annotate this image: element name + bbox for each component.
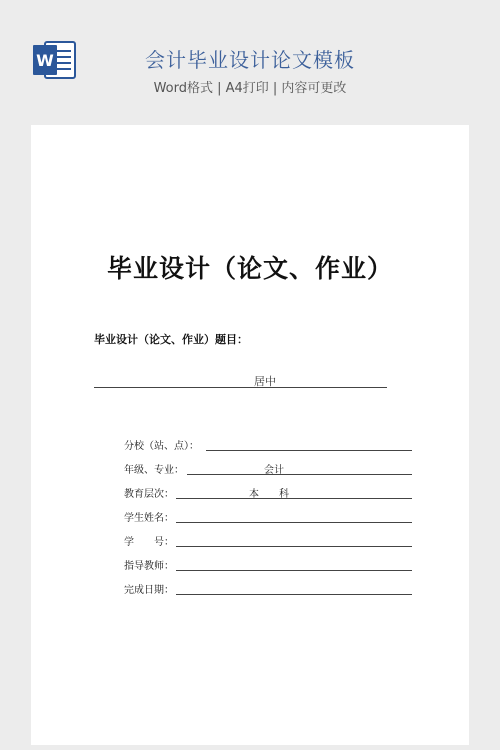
field-student-id bbox=[124, 533, 414, 549]
field-line bbox=[176, 522, 412, 523]
word-icon-letter: W bbox=[36, 51, 54, 70]
field-line bbox=[206, 450, 412, 451]
page-title: 会计毕业设计论文模板 bbox=[145, 48, 355, 72]
field-completion-date bbox=[124, 581, 414, 597]
field-line bbox=[176, 546, 412, 547]
field-label: 完成日期： bbox=[124, 585, 174, 596]
field-label: 分校（站、点）： bbox=[124, 441, 199, 452]
field-line bbox=[176, 570, 412, 571]
document-title: 毕业设计（论文、作业） bbox=[106, 254, 393, 283]
field-value: 本 科 bbox=[249, 489, 289, 500]
field-label: 指导教师： bbox=[124, 561, 174, 572]
page-header bbox=[0, 0, 500, 125]
document-page bbox=[31, 125, 469, 745]
field-grade-major bbox=[124, 461, 414, 477]
field-label: 学 号： bbox=[124, 537, 174, 548]
page-subtitle: Word格式 | A4打印 | 内容可更改 bbox=[153, 81, 347, 96]
field-education-level bbox=[124, 485, 414, 501]
field-advisor bbox=[124, 557, 414, 573]
field-line bbox=[176, 594, 412, 595]
field-student-name bbox=[124, 509, 414, 525]
field-line bbox=[187, 474, 412, 475]
field-value: 会计 bbox=[264, 465, 284, 476]
field-line bbox=[176, 498, 412, 499]
topic-field bbox=[94, 373, 387, 388]
field-label: 年级、专业： bbox=[124, 465, 184, 476]
topic-label: 毕业设计（论文、作业）题目： bbox=[94, 333, 248, 346]
field-label: 教育层次： bbox=[124, 489, 174, 500]
field-branch bbox=[124, 437, 414, 453]
field-label: 学生姓名： bbox=[124, 513, 174, 524]
topic-value: 居中 bbox=[254, 375, 276, 388]
